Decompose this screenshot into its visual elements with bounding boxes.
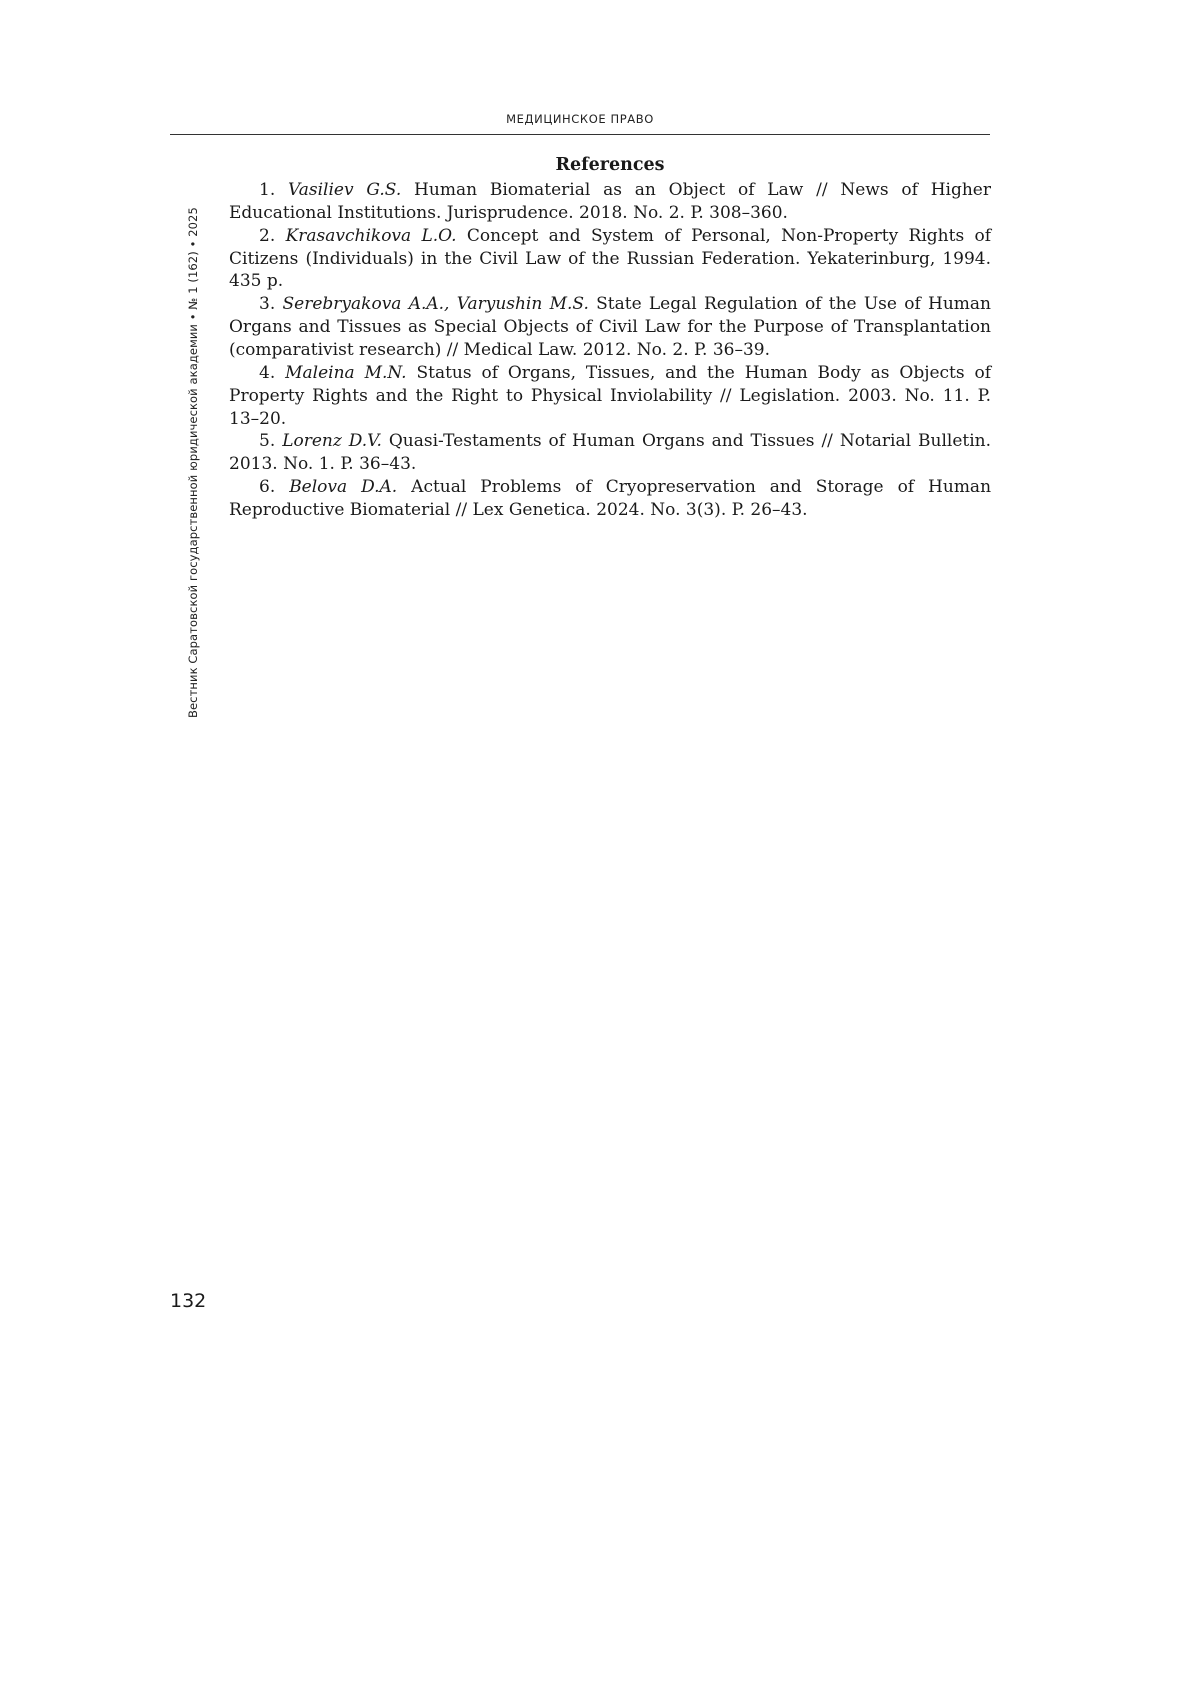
reference-number: 4.	[259, 362, 276, 383]
reference-number: 2.	[259, 225, 276, 246]
reference-author: Maleina M.N.	[285, 362, 407, 383]
reference-item	[229, 362, 991, 431]
reference-item	[229, 179, 991, 225]
running-head: МЕДИЦИНСКОЕ ПРАВО	[506, 112, 654, 126]
reference-author: Belova D.A.	[289, 477, 398, 498]
journal-side-note: Вестник Саратовской государственной юридической академии • № 1 (162) • 2025	[186, 207, 200, 718]
reference-text: Concept and System of Personal, Non-Property Rights of Citizens (Individuals) in the Civil Law of the Russian Federation. Yekaterinburg, 1994. 435 p.	[229, 225, 992, 292]
references-title: References	[555, 155, 665, 175]
reference-item	[229, 430, 991, 476]
reference-author: Lorenz D.V.	[282, 431, 382, 452]
reference-text: Status of Organs, Tissues, and the Human Body as Objects of Property Rights and the Right to Physical Inviolability // Legislation. 2003. No. 11. P. 13–20.	[229, 362, 992, 429]
page-number: 132	[170, 1290, 207, 1312]
reference-number: 6.	[259, 477, 276, 498]
reference-item	[229, 225, 991, 294]
reference-number: 1.	[259, 180, 276, 200]
reference-item	[229, 293, 991, 362]
reference-text: Actual Problems of Cryopreservation and Storage of Human Reproductive Biomaterial // Lex Genetica. 2024. No. 3(3). P. 26–43.	[229, 477, 992, 521]
header-divider	[170, 134, 990, 135]
reference-number: 5.	[259, 431, 276, 452]
reference-text: Human Biomaterial as an Object of Law // News of Higher Educational Institutions. Jurisprudence. 2018. No. 2. P. 308–360.	[229, 180, 991, 223]
reference-text: Quasi-Testaments of Human Organs and Tissues // Notarial Bulletin. 2013. No. 1. P. 36–43.	[229, 431, 992, 475]
references-section	[229, 155, 991, 522]
reference-text: State Legal Regulation of the Use of Human Organs and Tissues as Special Objects of Civil Law for the Purpose of Transplantation (comparativist research) // Medical Law. 2012. No. 2. P. 36–39.	[229, 294, 992, 361]
reference-author: Vasiliev G.S.	[288, 180, 402, 200]
reference-author: Krasavchikova L.O.	[285, 225, 457, 246]
reference-item	[229, 476, 991, 522]
reference-number: 3.	[259, 294, 276, 315]
reference-author: Serebryakova A.A., Varyushin M.S.	[282, 294, 589, 315]
